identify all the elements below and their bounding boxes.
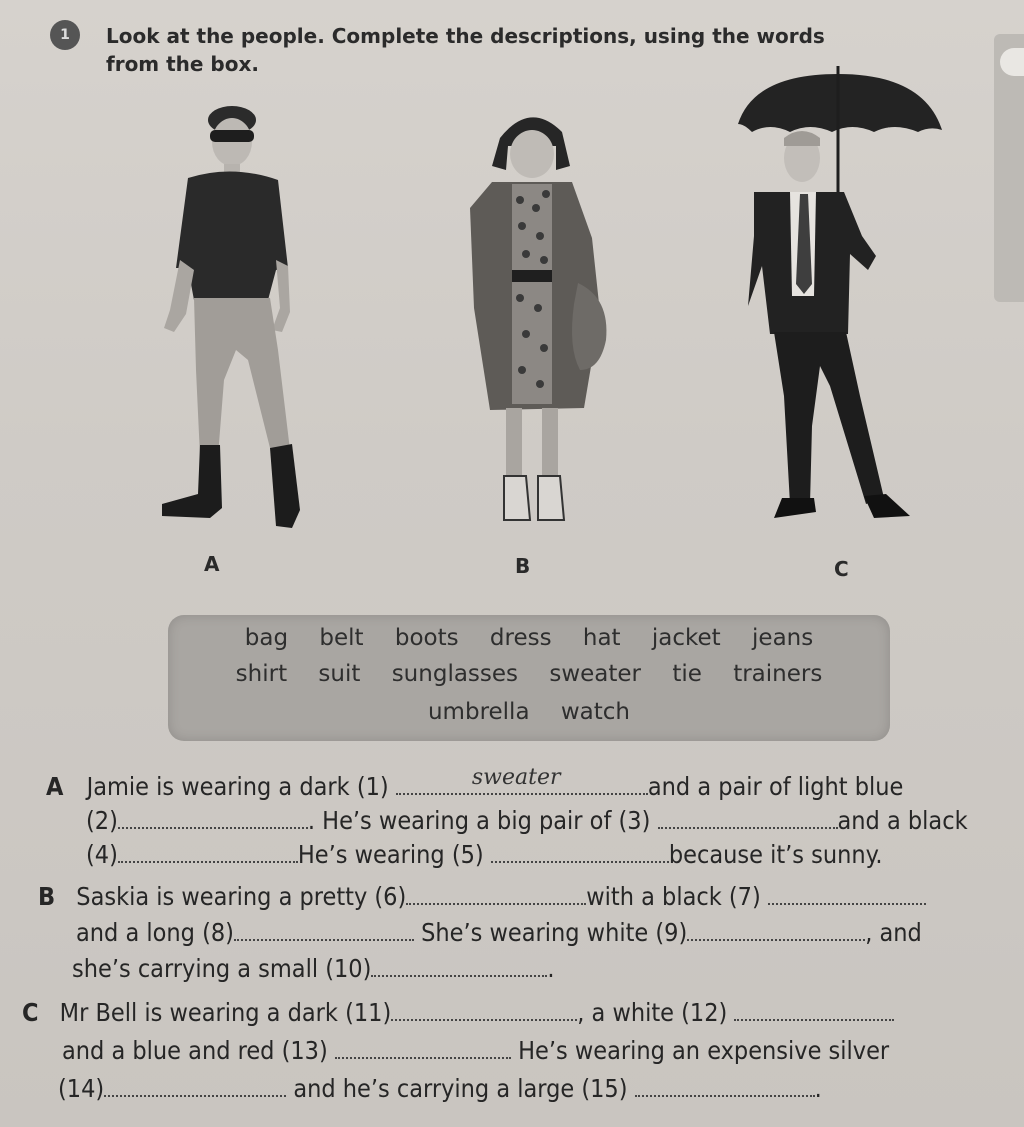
- figure-label-a: A: [204, 552, 220, 576]
- blank-5[interactable]: [491, 841, 669, 863]
- blank-15[interactable]: [635, 1075, 815, 1097]
- blank-1-answer: sweater: [471, 765, 561, 790]
- blank-13[interactable]: [335, 1037, 511, 1059]
- blank-4[interactable]: [118, 841, 298, 863]
- blank-7[interactable]: [768, 883, 926, 905]
- exercise-number-badge: 1: [50, 20, 80, 50]
- instruction-text: Look at the people. Complete the descriptions, using the words from the box.: [106, 24, 825, 76]
- exercise-c-line-1: C Mr Bell is wearing a dark (11) , a white (12): [22, 998, 894, 1027]
- page-edge-mark: [1000, 48, 1024, 76]
- figure-label-b: B: [515, 554, 531, 578]
- blank-12[interactable]: [734, 999, 894, 1021]
- exercise-b-letter: B: [38, 882, 56, 911]
- word-watch: watch: [560, 699, 631, 725]
- exercise-b-line-2: and a long (8) She’s wearing white (9) , and: [76, 918, 922, 947]
- blank-2[interactable]: [118, 807, 308, 829]
- exercise-a-letter: A: [46, 772, 64, 801]
- blank-14[interactable]: [104, 1075, 286, 1097]
- blank-6[interactable]: [406, 883, 586, 905]
- word-bag: bag: [244, 625, 289, 651]
- blank-8[interactable]: [234, 919, 414, 941]
- exercise-a-line-2: (2) . He’s wearing a big pair of (3) and a black: [86, 806, 968, 835]
- word-box-row-3: [168, 699, 890, 725]
- word-box: [168, 615, 890, 741]
- word-trainers: trainers: [733, 661, 823, 687]
- figure-a-illustration: [150, 100, 320, 535]
- exercise-b-line-1: B Saskia is wearing a pretty (6) with a black (7): [38, 882, 926, 911]
- word-umbrella: umbrella: [427, 699, 530, 725]
- word-sunglasses: sunglasses: [391, 661, 519, 687]
- word-sweater: sweater: [549, 661, 642, 687]
- exercise-a-line-3: (4) He’s wearing (5) because it’s sunny.: [86, 840, 883, 869]
- word-jeans: jeans: [752, 625, 814, 651]
- blank-11[interactable]: [391, 999, 577, 1021]
- word-tie: tie: [672, 661, 702, 687]
- word-jacket: jacket: [651, 625, 721, 651]
- figure-label-c: C: [834, 557, 849, 581]
- exercise-b-line-3: she’s carrying a small (10) .: [72, 954, 555, 983]
- word-suit: suit: [318, 661, 361, 687]
- blank-9[interactable]: [687, 919, 865, 941]
- exercise-a-line-1: A Jamie is wearing a dark (1) sweater and a pair of light blue: [46, 765, 904, 801]
- word-belt: belt: [319, 625, 364, 651]
- figure-b-illustration: [460, 108, 620, 528]
- blank-3[interactable]: [658, 807, 838, 829]
- word-hat: hat: [582, 625, 621, 651]
- figure-c-illustration: [734, 66, 944, 536]
- word-shirt: shirt: [235, 661, 288, 687]
- word-boots: boots: [394, 625, 459, 651]
- blank-10[interactable]: [371, 955, 547, 977]
- exercise-c-line-3: (14) and he’s carrying a large (15) .: [58, 1074, 822, 1103]
- blank-1[interactable]: [396, 765, 648, 795]
- exercise-c-letter: C: [22, 998, 39, 1027]
- exercise-c-line-2: and a blue and red (13) He’s wearing an expensive silver: [62, 1036, 890, 1065]
- word-box-row-1: [168, 625, 890, 651]
- word-box-row-2: [168, 661, 890, 687]
- word-dress: dress: [489, 625, 552, 651]
